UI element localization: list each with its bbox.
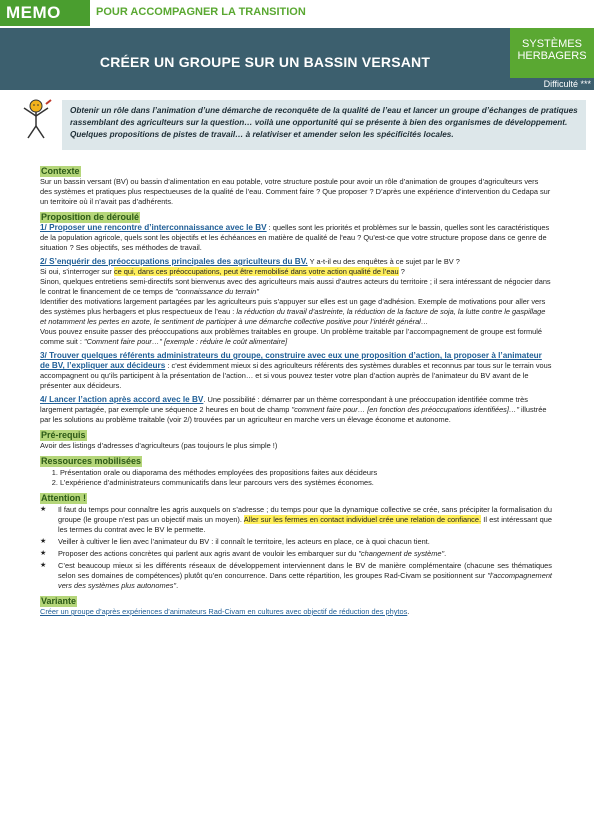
list-item (58, 549, 552, 559)
step-1-text: : quelles sont les priorités et problèmes sur le bassin, quelles sont les caractéristiques de la population agricole, quels sont les objectifs et les échéances en matière de qualité de l’eau ? Qu’est-ce que votre structure propose dans ce genre de situation ? Ses objectifs, ses méthodes de travail. (40, 223, 550, 252)
attention-list (40, 505, 552, 591)
section-title-deroule: Proposition de déroulé (41, 212, 140, 222)
section-ressources (40, 456, 552, 488)
step-3 (40, 351, 552, 391)
step-1 (40, 223, 552, 253)
variante-para (40, 607, 552, 617)
section-prerequis (40, 430, 552, 451)
step-4-italic: "comment faire pour… [en fonction des préoccupations identifiées]…" (291, 405, 519, 414)
step-4-text-b: illustrée par les solutions au problème traitable (voir 2/) trouvées par un agriculteur en marche vers un élevage économe et autonome. (40, 405, 547, 424)
step-2-text-a: Y a-t-il eu des enquêtes à ce sujet par le BV ? (307, 257, 460, 266)
stick-figure-icon (18, 98, 54, 140)
badge-line-1: SYSTÈMES (522, 38, 582, 50)
list-item: ★ Veiller à cultiver le lien avec l’animateur du BV : il connaît le territoire, les acteurs en place, ce à quoi chacun tient. (58, 537, 552, 547)
variante-link[interactable]: Créer un groupe d’après expériences d’animateurs Rad-Civam en cultures avec objectif de réduction des phytos (40, 607, 408, 616)
step-2-b (40, 267, 552, 277)
step-4 (40, 395, 552, 425)
difficulty-rating: Difficulté *** (543, 79, 591, 89)
badge-line-2: HERBAGERS (517, 50, 587, 62)
section-variante (40, 596, 552, 617)
step-2-d-text: Identifier des motivations largement partagées par les agriculteurs puis s’appuyer sur elles est un gage d’adhésion. Exemple de motivations pour aller vers des systèmes plus herbagers et plus respectueux de l’eau : (40, 297, 546, 316)
step-2-c-italic: "connaissance du terrain" (175, 287, 259, 296)
list-item: 1. Présentation orale ou diaporama des méthodes employées des propositions faites aux décideurs (60, 468, 552, 478)
attention-1-text: Il faut du temps pour connaître les agris auxquels on s’adresse ; du temps pour que la dynamique collective se crée, sans précipiter la formalisation du groupe (le groupe n’est pas un objectif mais un moyen). (58, 505, 552, 524)
attention-3-text: Proposer des actions concrètes qui parlent aux agris avant de vouloir les embarquer sur du (58, 549, 359, 558)
step-3-text: : c’est évidemment mieux si des agriculteurs référents des systèmes durables et reconnus par tous sur le terrain vous accompagnent ou qu’ils participent à la présentation de l’action… et si vous pouvez tester votre plan d’action auprès de l’animateur du BV avant de le présenter aux décideurs. (40, 361, 552, 390)
section-title-variante: Variante (41, 596, 77, 606)
section-attention (40, 493, 552, 591)
list-item (58, 505, 552, 535)
step-2-c (40, 277, 552, 297)
step-4-title: 4/ Lancer l’action après accord avec le BV (40, 395, 204, 404)
tagline: POUR ACCOMPAGNER LA TRANSITION (96, 6, 306, 18)
variante-end: . (407, 607, 410, 616)
step-2-e-text: Vous pouvez ensuite passer des préoccupations aux problèmes traitables en groupe. Un problème traitable par l’accompagnement de groupe est formulé comme suit : (40, 327, 543, 346)
step-2-title: 2/ S’enquérir des préoccupations principales des agriculteurs du BV. (40, 257, 308, 266)
section-title-attention: Attention ! (41, 493, 86, 503)
step-3-title: 3/ Trouver quelques référents administrateurs du groupe, construire avec eux une proposition d’action, la proposer à l’animateur de BV, l’expliquer aux décideurs (40, 351, 542, 370)
top-bar (0, 0, 594, 26)
step-2 (40, 257, 552, 267)
section-title-contexte: Contexte (41, 166, 80, 176)
list-item (58, 561, 552, 591)
step-4-text-a: . Une possibilité : démarrer par un thème correspondant à une préoccupation identifiée comme très largement partagée, par exemple une séquence 2 heures en bout de champ (40, 395, 528, 414)
attention-1-end: Il est intéressant que les termes du contrat avec le BV le permette. (58, 515, 552, 534)
step-2-d-italic: la réduction du travail d’astreinte, la réduction de la facture de soja, la lutte contre le gaspillage et notamment les pertes en azote, le sentiment de participer à une démarche collective positive pour l’intérêt général… (40, 307, 546, 326)
step-2-e (40, 327, 552, 347)
step-2-e-italic: "Comment faire pour…" [exemple : réduire le coût alimentaire] (83, 337, 288, 346)
attention-4-italic: "l’accompagnement vers des systèmes plus autonomes" (58, 571, 552, 590)
document-body (40, 166, 552, 622)
intro-box: Obtenir un rôle dans l’animation d’une démarche de reconquête de la qualité de l’eau et lancer un groupe d’échanges de pratiques rassemblant des agriculteurs sur la question… voilà une opportunité qui se présente à bien des organismes de développement. Quelques propositions de pistes de travail… à relativiser et amender selon les spécificités locales. (62, 100, 586, 150)
step-2-c-text: Sinon, quelques entretiens semi-directifs sont bienvenus avec des agriculteurs mais aussi d’autres acteurs du territoire ; il sera intéressant de négocier dans le contrat le financement de ce temps de (40, 277, 551, 296)
prerequis-text: Avoir des listings d’adresses d’agriculteurs (pas toujours le plus simple !) (40, 441, 278, 450)
attention-4-end: . (176, 581, 179, 590)
category-badge (510, 28, 594, 78)
section-contexte (40, 166, 552, 207)
list-item: 2. L’expérience d’administrateurs communicatifs dans leur parcours vers des systèmes économes. (60, 478, 552, 488)
step-1-title: 1/ Proposer une rencontre d’interconnaissance avec le BV (40, 223, 267, 232)
section-title-ressources: Ressources mobilisées (41, 456, 142, 466)
step-2-b-end: ? (398, 267, 405, 276)
memo-label: MEMO (0, 0, 90, 26)
attention-1-highlight: Aller sur les fermes en contact individuel crée une relation de confiance. (243, 515, 482, 524)
section-title-prerequis: Pré-requis (41, 430, 86, 440)
attention-3-italic: "changement de système" (358, 549, 445, 558)
attention-4-text: C’est beaucoup mieux si les différents réseaux de développement interviennent dans le BV de manière complémentaire (chacune ses thématiques selon ses domaines de compétences) plutôt qu’en concurrence. Dans cette répartition, les groupes Rad-Civam se positionnent sur (58, 561, 552, 580)
ressources-list (40, 468, 552, 488)
attention-3-end: . (444, 549, 447, 558)
step-2-highlight: ce qui, dans ces préoccupations, peut être remobilisé dans votre action qualité de l’eau (113, 267, 399, 276)
contexte-text: Sur un bassin versant (BV) ou bassin d’alimentation en eau potable, votre structure postule pour avoir un rôle d’animation de groupes d’agriculteurs vers des systèmes et pratiques plus respectueuses de la qualité de l’eau. Comment faire ? Que proposer ? D’après une expérience d’intervention du Cedapa sur un territoire où il n’avait pas d’adhérents. (40, 177, 551, 206)
section-deroule (40, 212, 552, 425)
page-title: CRÉER UN GROUPE SUR UN BASSIN VERSANT (99, 54, 431, 70)
step-2-d (40, 297, 552, 327)
step-2-b-text: Si oui, s’interroger sur (40, 267, 114, 276)
